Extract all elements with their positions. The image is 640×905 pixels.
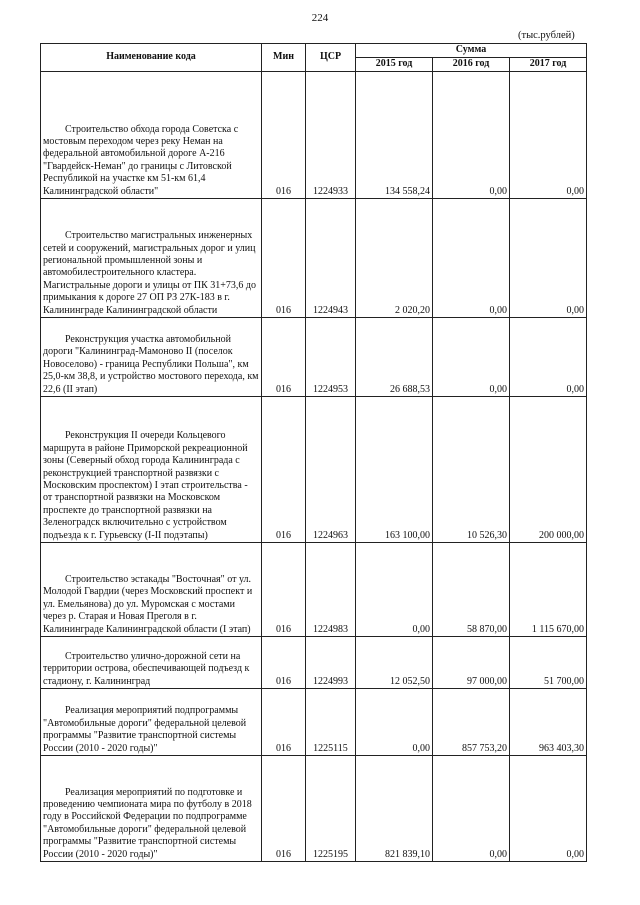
row-csr: 1224953 xyxy=(306,318,356,397)
row-csr: 1224983 xyxy=(306,543,356,637)
row-csr: 1224993 xyxy=(306,637,356,689)
header-name: Наименование кода xyxy=(41,44,262,72)
row-csr: 1224943 xyxy=(306,199,356,318)
row-name-text: Строительство обхода города Советска с мостовым переходом через реку Неман на федеральной автомобильной дороге А-216 "Гвардейск-Неман" до границы с Литовской Республикой на участке км 51-км 61,4 Калининградской области" xyxy=(43,123,239,197)
header-year-2016: 2016 год xyxy=(433,58,510,72)
row-2017: 963 403,30 xyxy=(510,689,587,756)
row-name-text: Реконструкция участка автомобильной дороги "Калининград-Мамоново II (поселок Новоселово) - граница Республики Польша", км 25,0-км 38,8, и устройство мостового перехода, км 22,6 (II этап) xyxy=(43,333,259,395)
row-name-text: Строительство улично-дорожной сети на территории острова, обеспечивающей подъезд к стадиону, г. Калининград xyxy=(43,650,250,687)
row-name-text: Реконструкция II очереди Кольцевого маршрута в районе Приморской рекреационной зоны (Северный обход города Калининграда с реконструкцией транспортной развязки с Московским проспектом) I этап строительства - от транспортной развязки на Московском проспекте до транспортной развязки на Зеленоградск включительно с устройством подъезда к г. Гурьевску (I-II подэтапы) xyxy=(43,430,248,541)
row-2016: 58 870,00 xyxy=(433,543,510,637)
row-2015: 2 020,20 xyxy=(356,199,433,318)
row-min: 016 xyxy=(262,397,306,543)
units-label: (тыс.рублей) xyxy=(518,30,575,41)
row-2015: 26 688,53 xyxy=(356,318,433,397)
row-2015: 821 839,10 xyxy=(356,756,433,862)
row-name xyxy=(41,199,262,318)
row-csr: 1224933 xyxy=(306,72,356,199)
row-2015: 134 558,24 xyxy=(356,72,433,199)
row-min: 016 xyxy=(262,199,306,318)
row-2016: 857 753,20 xyxy=(433,689,510,756)
row-csr: 1224963 xyxy=(306,397,356,543)
row-min: 016 xyxy=(262,637,306,689)
row-2017: 0,00 xyxy=(510,756,587,862)
row-name-text: Строительство магистральных инженерных сетей и сооружений, магистральных дорог и улиц региональной промышленной зоны и автомобилестроительного кластера. Магистральные дороги и улицы от ПК 31+73,6 до примыкания к дороге 27 ОП РЗ 27К-183 в г. Калининграде Калининградской области xyxy=(43,230,257,316)
row-2016: 0,00 xyxy=(433,318,510,397)
row-name-text: Реализация мероприятий по подготовке и проведению чемпионата мира по футболу в 2018 году в Российской Федерации по подпрограмме "Автомобильные дороги" федеральной целевой программы "Развитие транспортной системы России (2010 - 2020 годы)" xyxy=(43,786,252,860)
row-2017: 0,00 xyxy=(510,318,587,397)
row-name xyxy=(41,72,262,199)
row-min: 016 xyxy=(262,689,306,756)
table-header xyxy=(41,44,587,72)
row-2017: 51 700,00 xyxy=(510,637,587,689)
row-2016: 0,00 xyxy=(433,72,510,199)
row-min: 016 xyxy=(262,72,306,199)
table-row xyxy=(41,543,587,637)
header-year-2015: 2015 год xyxy=(356,58,433,72)
row-2015: 0,00 xyxy=(356,689,433,756)
table-row xyxy=(41,397,587,543)
row-name xyxy=(41,318,262,397)
row-min: 016 xyxy=(262,543,306,637)
row-csr: 1225115 xyxy=(306,689,356,756)
table-row xyxy=(41,199,587,318)
row-2017: 0,00 xyxy=(510,72,587,199)
header-csr: ЦСР xyxy=(306,44,356,72)
row-name-text: Строительство эстакады "Восточная" от ул. Молодой Гвардии (через Московский проспект и ул. Емельянова) до ул. Муромская с мостами через р. Старая и Новая Преголя в г. Калининграде Калининградской области (I этап) xyxy=(43,573,253,635)
table-row xyxy=(41,689,587,756)
row-csr: 1225195 xyxy=(306,756,356,862)
table-row xyxy=(41,72,587,199)
row-name xyxy=(41,756,262,862)
row-2015: 0,00 xyxy=(356,543,433,637)
table-row xyxy=(41,756,587,862)
table-body xyxy=(41,72,587,862)
table-row xyxy=(41,318,587,397)
row-2016: 0,00 xyxy=(433,756,510,862)
page-number: 224 xyxy=(311,12,329,24)
row-2016: 0,00 xyxy=(433,199,510,318)
row-min: 016 xyxy=(262,756,306,862)
row-name xyxy=(41,637,262,689)
budget-table xyxy=(40,43,587,862)
header-sum: Сумма xyxy=(356,44,587,58)
row-name xyxy=(41,689,262,756)
row-name-text: Реализация мероприятий подпрограммы "Автомобильные дороги" федеральной целевой программы "Развитие транспортной системы России (2010 - 2020 годы)" xyxy=(43,705,247,754)
row-2016: 97 000,00 xyxy=(433,637,510,689)
header-min: Мин xyxy=(262,44,306,72)
table-row xyxy=(41,637,587,689)
row-2016: 10 526,30 xyxy=(433,397,510,543)
row-2015: 12 052,50 xyxy=(356,637,433,689)
header-year-2017: 2017 год xyxy=(510,58,587,72)
row-2017: 0,00 xyxy=(510,199,587,318)
row-2017: 200 000,00 xyxy=(510,397,587,543)
row-min: 016 xyxy=(262,318,306,397)
row-name xyxy=(41,543,262,637)
row-2017: 1 115 670,00 xyxy=(510,543,587,637)
row-name xyxy=(41,397,262,543)
row-2015: 163 100,00 xyxy=(356,397,433,543)
